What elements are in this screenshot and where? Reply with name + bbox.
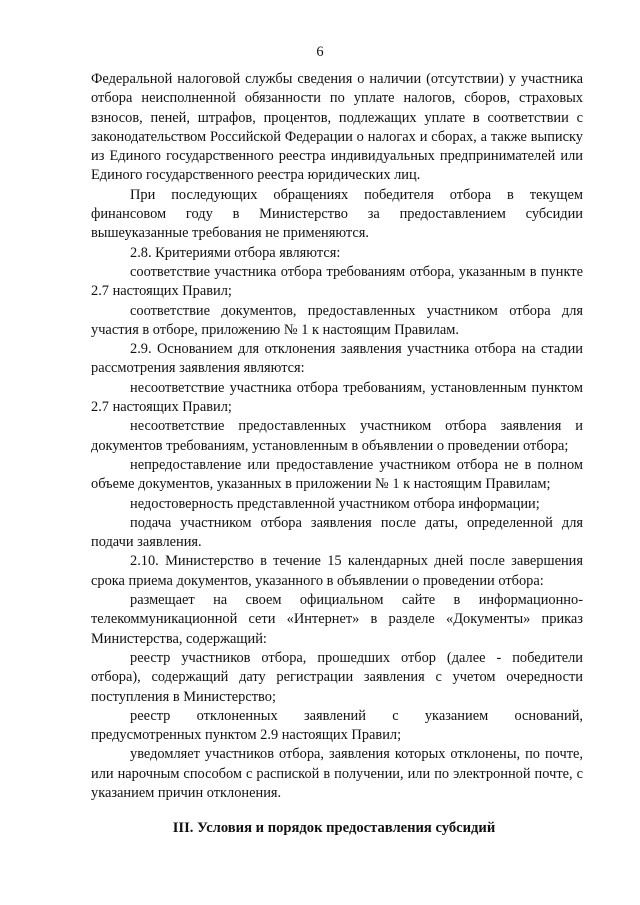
paragraph: подача участником отбора заявления после даты, определенной для подачи заявления. xyxy=(91,514,583,551)
clause-2-9: 2.9. Основанием для отклонения заявления участника отбора на стадии рассмотрения заявления являются: xyxy=(91,341,583,377)
paragraph: соответствие участника отбора требованиям отбора, указанным в пункте 2.7 настоящих Правил; xyxy=(91,263,583,300)
paragraph: непредоставление или предоставление участником отбора не в полном объеме документов, указанных в приложении № 1 к настоящим Правилам; xyxy=(91,456,583,493)
paragraph: несоответствие предоставленных участником отбора заявления и документов требованиям, установленным в объявлении о проведении отбора; xyxy=(91,418,583,454)
paragraph: Федеральной налоговой службы сведения о наличии (отсутствии) у участника отбора неисполненной обязанности по уплате налогов, сборов, страховых взносов, пеней, штрафов, процентов, подлежащих уплате в соответствии с законодательством Российской Федерации о налогах и сборах, а также выписку из Единого государственного реестра индивидуальных предпринимателей или Единого государственного реестра юридических лиц. xyxy=(91,71,583,184)
paragraph: размещает на своем официальном сайте в информационно-телекоммуникационной сети «Интернет» в разделе «Документы» приказ Министерства, содержащий: xyxy=(91,592,583,647)
clause-2-8: 2.8. Критериями отбора являются: xyxy=(130,244,341,261)
paragraph: соответствие документов, предоставленных участником отбора для участия в отборе, приложению № 1 к настоящим Правилам. xyxy=(91,302,583,338)
body-text xyxy=(91,70,583,803)
paragraph: недостоверность представленной участником отбора информации; xyxy=(130,495,540,512)
section-heading: III. Условия и порядок предоставления субсидий xyxy=(172,820,496,836)
page-number: 6 xyxy=(316,44,324,60)
paragraph: уведомляет участников отбора, заявления которых отклонены, по почте, или нарочным способом с распиской в получении, или по электронной почте, с указанием причин отклонения. xyxy=(91,746,583,801)
paragraph: несоответствие участника отбора требованиям, установленным пунктом 2.7 настоящих Правил; xyxy=(91,379,583,416)
paragraph: При последующих обращениях победителя отбора в текущем финансовом году в Министерство за предоставлением субсидии вышеуказанные требования не применяются. xyxy=(91,186,583,242)
clause-2-10: 2.10. Министерство в течение 15 календарных дней после завершения срока приема документов, указанного в объявлении о проведении отбора: xyxy=(91,553,583,589)
paragraph: реестр участников отбора, прошедших отбор (далее - победители отбора), содержащий дату регистрации заявления с учетом очередности поступления в Министерство; xyxy=(91,649,583,705)
paragraph: реестр отклоненных заявлений с указанием оснований, предусмотренных пунктом 2.9 настоящих Правил; xyxy=(91,707,583,744)
